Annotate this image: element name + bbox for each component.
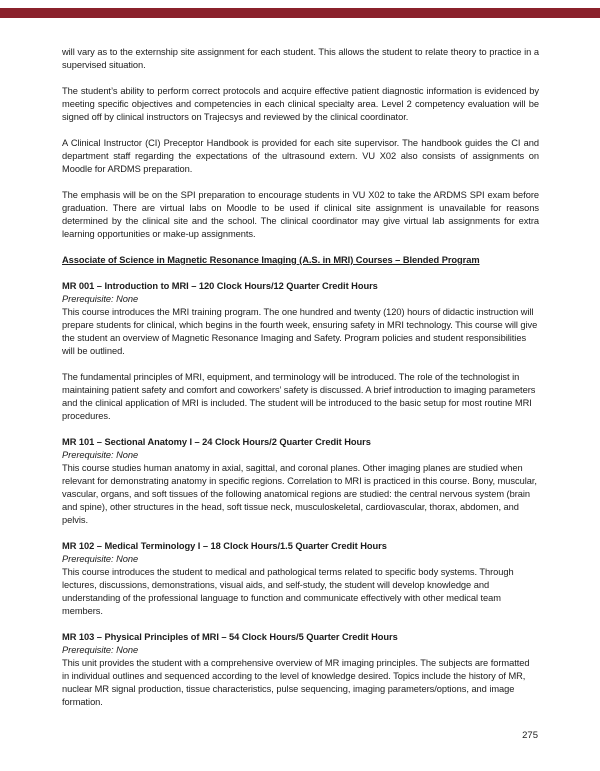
course-description: This unit provides the student with a comprehensive overview of MR imaging principles. The subjects are formatted in individual outlines and sequenced according to the level of knowledge desired. Topics include the history of MR, nuclear MR signal production, tissue characteristics, pulse sequencing, imaging parameters/options, and image formation. — [62, 658, 530, 707]
course-title: MR 001 – Introduction to MRI – 120 Clock Hours/12 Quarter Credit Hours — [62, 281, 378, 291]
intro-paragraph: The student’s ability to perform correct protocols and acquire effective patient diagnostic information is evidenced by meeting specific objectives and competencies in each clinical specialty area. Level 2 competency evaluation will be signed off by clinical instructors on Trajecsys and reviewed by the clinical coordinator. — [62, 86, 539, 122]
course-prerequisite: Prerequisite: None — [62, 645, 139, 655]
course-description: This course studies human anatomy in axial, sagittal, and coronal planes. Other imaging planes are studied when relevant for demonstrating anatomy in specific regions. Correlation to MRI is practiced in this course. Bony, muscular, vascular, organs, and soft tissues of the following anatomical regions are studied: the central nervous system (brain and spine), other structures in the head, soft tissue neck, musculoskeletal, cardiovascular, thorax, abdomen, and pelvis. — [62, 463, 537, 525]
course-mr-101 — [62, 436, 539, 527]
page-content — [62, 46, 539, 722]
course-description: This course introduces the student to medical and pathological terms related to specific body systems. Through lectures, discussions, demonstrations, visual aids, and self-study, the student will develop knowledge and understanding of the professional language to function and communicate effectively with other medical team members. — [62, 567, 514, 616]
intro-paragraph: A Clinical Instructor (CI) Preceptor Handbook is provided for each site supervisor. The handbook guides the CI and department staff regarding the expectations of the ultrasound extern. VU X02 also consists of assignments on Moodle for ARDMS preparation. — [62, 138, 539, 174]
course-prerequisite: Prerequisite: None — [62, 450, 139, 460]
top-accent-bar — [0, 8, 600, 18]
intro-paragraph: The emphasis will be on the SPI preparation to encourage students in VU X02 to take the ARDMS SPI exam before graduation. There are virtual labs on Moodle to be used if clinical site assignment is unavailable for reasons determined by the clinical site and the school. The clinical coordinator may give virtual lab assignments for extra learning opportunities or make-up assignments. — [62, 190, 539, 239]
section-heading: Associate of Science in Magnetic Resonance Imaging (A.S. in MRI) Courses – Blended Program — [62, 255, 480, 265]
course-title: MR 103 – Physical Principles of MRI – 54 Clock Hours/5 Quarter Credit Hours — [62, 632, 398, 642]
course-description: This course introduces the MRI training program. The one hundred and twenty (120) hours of didactic instruction will prepare students for clinical, which begins in the fourth week, ensuring safety in MRI technology. This course will give the student an overview of Magnetic Resonance Imaging and Safety. Program policies and student responsibilities will be outlined. — [62, 307, 538, 356]
course-mr-001 — [62, 280, 539, 423]
course-prerequisite: Prerequisite: None — [62, 294, 139, 304]
course-description: The fundamental principles of MRI, equipment, and terminology will be introduced. The role of the technologist in maintaining patient safety and comfort and coworkers’ safety is discussed. A brief introduction to imaging parameters and the clinical application of MRI is included. The student will be introduced to the basic setup for most routine MRI procedures. — [62, 372, 536, 421]
course-mr-103 — [62, 631, 539, 709]
page-number: 275 — [522, 730, 538, 741]
course-title: MR 102 – Medical Terminology I – 18 Clock Hours/1.5 Quarter Credit Hours — [62, 541, 387, 551]
course-prerequisite: Prerequisite: None — [62, 554, 139, 564]
course-title: MR 101 – Sectional Anatomy I – 24 Clock Hours/2 Quarter Credit Hours — [62, 437, 371, 447]
intro-paragraph: will vary as to the externship site assignment for each student. This allows the student to relate theory to practice in a supervised situation. — [62, 47, 539, 70]
course-mr-102 — [62, 540, 539, 618]
